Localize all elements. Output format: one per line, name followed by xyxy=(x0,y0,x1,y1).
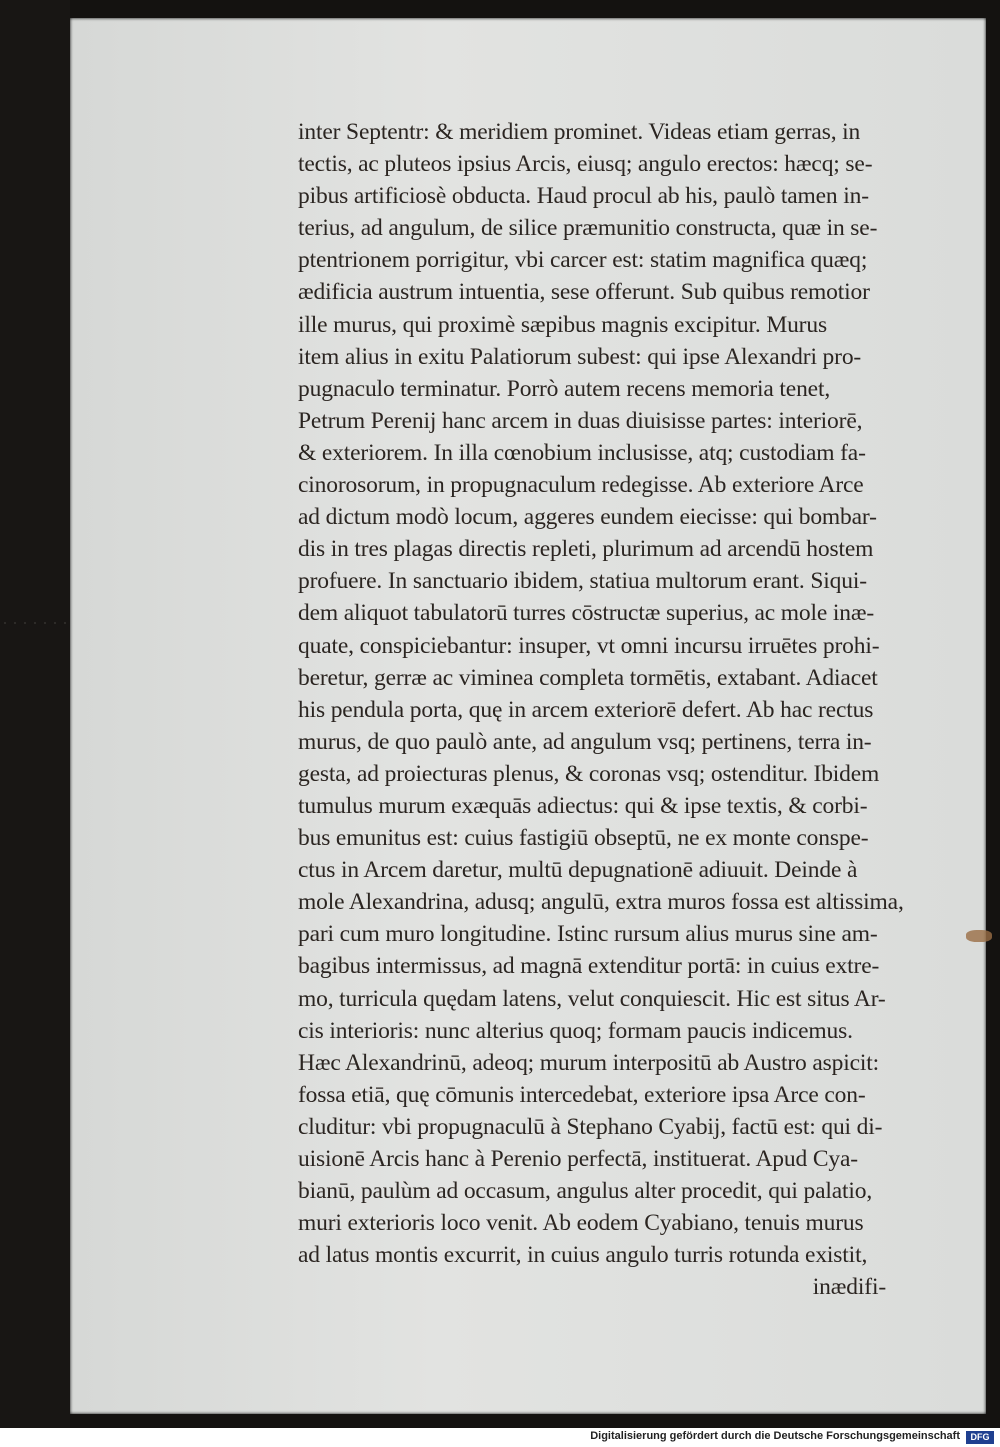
footer-credit: Digitalisierung gefördert durch die Deutsche Forschungsgemeinschaft xyxy=(590,1430,960,1442)
scan-left-margin xyxy=(0,0,70,1447)
text-line: beretur, gerræ ac viminea completa tormētis, extabant. Adiacet xyxy=(298,664,878,691)
text-line: fossa etiā, quę cōmunis intercedebat, exteriore ipsa Arce con- xyxy=(298,1081,866,1108)
text-line: his pendula porta, quę in arcem exteriorē defert. Ab hac rectus xyxy=(298,696,874,723)
text-line: mole Alexandrina, adusq; angulū, extra muros fossa est altissima, xyxy=(298,889,904,916)
text-line: tectis, ac pluteos ipsius Arcis, eiusq; angulo erectos: hæcq; se- xyxy=(298,151,873,178)
text-line: item alius in exitu Palatiorum subest: qui ipse Alexandri pro- xyxy=(298,343,862,370)
text-line: dem aliquot tabulatorū turres cōstructæ superius, ac mole inæ- xyxy=(298,600,875,627)
text-line: cis interioris: nunc alterius quoq; formam paucis indicemus. xyxy=(298,1017,853,1044)
text-line: ædificia austrum intuentia, sese offerunt. Sub quibus remotior xyxy=(298,279,870,306)
text-line: pari cum muro longitudine. Istinc rursum alius murus sine am- xyxy=(298,921,878,948)
text-line: cluditur: vbi propugnaculū à Stephano Cyabij, factū est: qui di- xyxy=(298,1113,883,1140)
text-line: cinorosorum, in propugnaculum redegisse. Ab exteriore Arce xyxy=(298,472,864,499)
body-text xyxy=(298,116,904,1303)
scan-margin-dots xyxy=(0,622,70,624)
catchword: inædifi- xyxy=(812,1274,886,1301)
text-line: pugnaculo terminatur. Porrò autem recens memoria tenet, xyxy=(298,375,831,402)
text-line: bianū, paulùm ad occasum, angulus alter procedit, qui palatio, xyxy=(298,1178,873,1205)
text-line: ctus in Arcem daretur, multū depugnationē adiuuit. Deinde à xyxy=(298,857,858,884)
text-line: ptentrionem porrigitur, vbi carcer est: statim magnifica quæq; xyxy=(298,247,868,274)
text-line: bagibus intermissus, ad magnā extenditur portā: in cuius extre- xyxy=(298,953,880,980)
text-line: murus, de quo paulò ante, ad angulum vsq; pertinens, terra in- xyxy=(298,728,872,755)
text-line: ad latus montis excurrit, in cuius angulo turris rotunda existit, xyxy=(298,1242,868,1269)
text-line: Petrum Perenij hanc arcem in duas diuisisse partes: interiorē, xyxy=(298,407,863,434)
text-line: ad dictum modò locum, aggeres eundem eiecisse: qui bombar- xyxy=(298,504,877,531)
text-line: Hæc Alexandrinū, adeoq; murum interpositū ab Austro aspicit: xyxy=(298,1049,880,1076)
text-line: mo, turricula quędam latens, velut conquiescit. Hic est situs Ar- xyxy=(298,985,886,1012)
text-line: quate, conspiciebantur: insuper, vt omni incursu irruētes prohi- xyxy=(298,632,880,659)
text-line: bus emunitus est: cuius fastigiū obseptū, ne ex monte conspe- xyxy=(298,825,869,852)
text-line: uisionē Arcis hanc à Perenio perfectā, instituerat. Apud Cya- xyxy=(298,1146,858,1172)
text-line: & exteriorem. In illa cœnobium inclusisse, atq; custodiam fa- xyxy=(298,439,866,466)
footer-bar xyxy=(0,1428,1000,1447)
text-line: pibus artificiosè obducta. Haud procul ab his, paulò tamen in- xyxy=(298,183,869,210)
text-line: ille murus, qui proximè sæpibus magnis excipitur. Murus xyxy=(298,311,827,338)
dfg-logo-icon: DFG xyxy=(966,1431,994,1444)
paper-stain xyxy=(966,930,992,942)
text-line: muri exterioris loco venit. Ab eodem Cyabiano, tenuis murus xyxy=(298,1210,864,1237)
text-line: gesta, ad proiecturas plenus, & coronas vsq; ostenditur. Ibidem xyxy=(298,760,880,787)
text-line: tumulus murum exæquās adiectus: qui & ipse textis, & corbi- xyxy=(298,792,868,819)
text-line: terius, ad angulum, de silice præmunitio constructa, quæ in se- xyxy=(298,215,878,242)
text-line: dis in tres plagas directis repleti, plurimum ad arcendū hostem xyxy=(298,536,874,563)
text-line: profuere. In sanctuario ibidem, statiua multorum erant. Siqui- xyxy=(298,568,867,595)
text-line: inter Septentr: & meridiem prominet. Videas etiam gerras, in xyxy=(298,119,861,145)
